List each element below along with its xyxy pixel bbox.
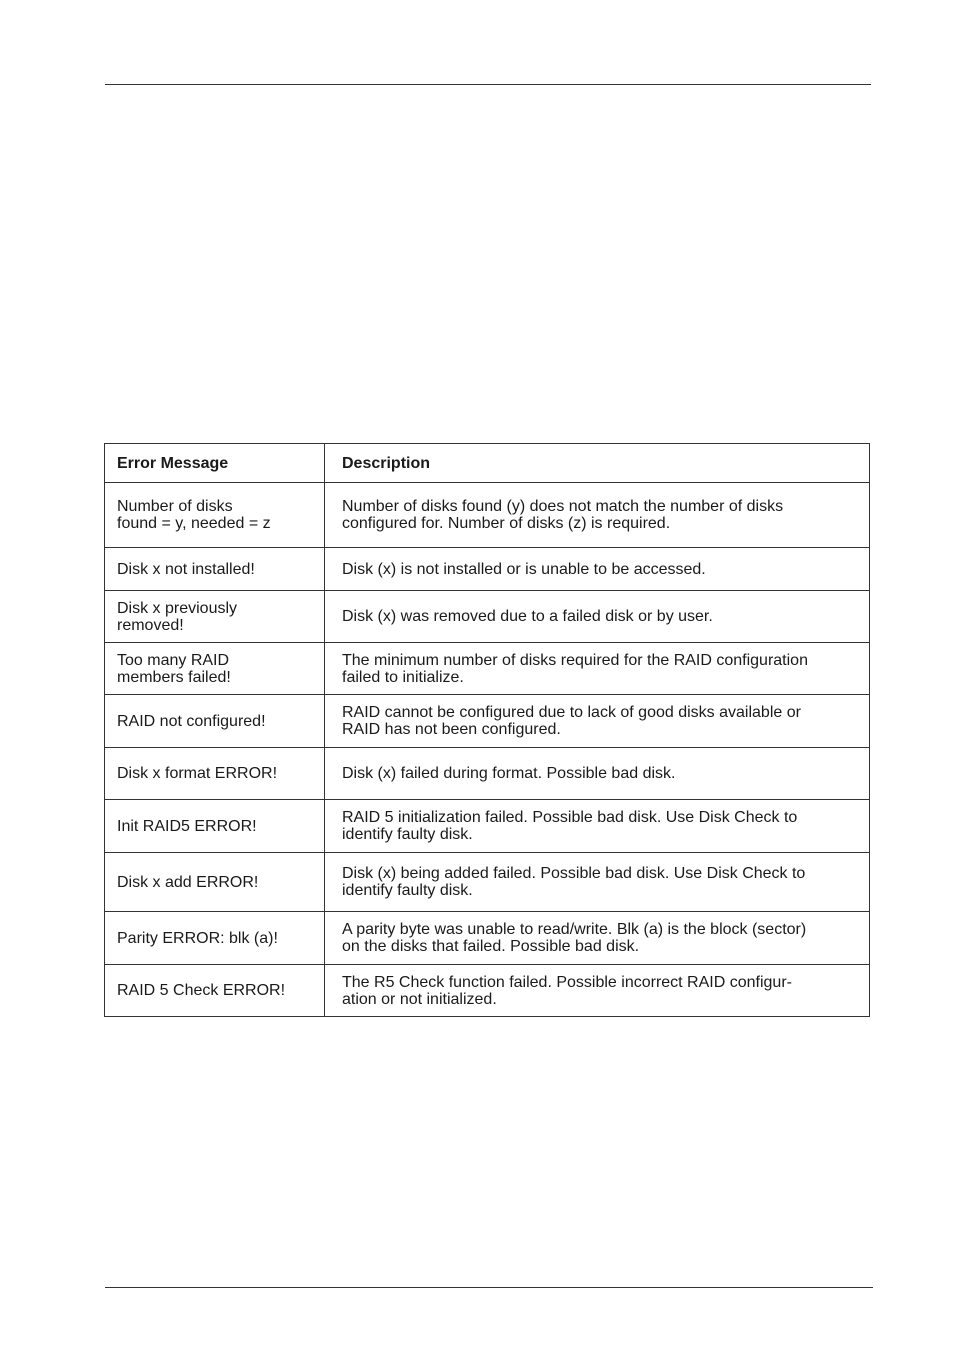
footer-rule [105,1287,873,1288]
table-row [105,800,870,853]
table-row [105,548,870,591]
description-text: Disk (x) failed during format. Possible bad disk. [342,765,676,782]
description-text: Disk (x) being added failed. Possible bad disk. Use Disk Check to [342,865,806,882]
description-text: RAID has not been configured. [342,721,561,738]
column-header-error-message: Error Message [105,444,325,483]
table-row [105,748,870,800]
description-cell [325,591,870,643]
error-message-cell [105,965,325,1017]
description-text: on the disks that failed. Possible bad disk. [342,938,640,955]
description-text: identify faulty disk. [342,826,473,843]
error-message-text: Disk x format ERROR! [117,765,278,782]
table-row [105,591,870,643]
error-message-text: Too many RAID [117,651,230,669]
error-message-cell [105,548,325,591]
description-text: Number of disks found (y) does not match the number of disks [342,498,784,515]
table-row [105,912,870,965]
error-message-text: Parity ERROR: blk (a)! [117,929,278,947]
error-message-cell [105,853,325,912]
description-text: Disk (x) is not installed or is unable to be accessed. [342,560,706,578]
description-cell [325,800,870,853]
description-text: RAID 5 initialization failed. Possible bad disk. Use Disk Check to [342,809,798,826]
error-message-text: found = y, needed = z [117,515,271,532]
header-rule [105,84,871,85]
error-message-text: members failed! [117,668,231,686]
description-cell [325,548,870,591]
error-message-cell [105,800,325,853]
error-message-text: Disk x previously [117,599,238,617]
table-row [105,853,870,912]
description-text: The minimum number of disks required for the RAID configuration [342,651,808,669]
description-text: identify faulty disk. [342,882,473,899]
description-cell [325,483,870,548]
description-cell [325,853,870,912]
error-message-text: RAID 5 Check ERROR! [117,982,286,999]
table-row [105,483,870,548]
error-message-cell [105,643,325,695]
error-message-text: Disk x add ERROR! [117,873,259,891]
table-row [105,965,870,1017]
description-text: configured for. Number of disks (z) is required. [342,515,671,532]
description-cell [325,965,870,1017]
table-body [105,483,870,1017]
description-cell [325,748,870,800]
table-row [105,695,870,748]
table-row [105,643,870,695]
error-message-text: Init RAID5 ERROR! [117,817,257,835]
description-text: RAID cannot be configured due to lack of good disks available or [342,704,801,721]
error-message-table [104,443,870,1017]
error-message-cell [105,591,325,643]
error-message-text: RAID not configured! [117,712,266,730]
column-header-description: Description [325,444,870,483]
description-text: The R5 Check function failed. Possible incorrect RAID configur- [342,973,792,991]
description-text: failed to initialize. [342,668,464,686]
description-cell [325,643,870,695]
description-text: Disk (x) was removed due to a failed disk or by user. [342,608,713,625]
error-message-text: Disk x not installed! [117,560,255,578]
description-text: ation or not initialized. [342,990,497,1008]
error-message-cell [105,695,325,748]
description-cell [325,912,870,965]
error-message-cell [105,748,325,800]
error-message-cell [105,483,325,548]
table-header-row [105,444,870,483]
description-text: A parity byte was unable to read/write. Blk (a) is the block (sector) [342,921,807,938]
description-cell [325,695,870,748]
error-message-cell [105,912,325,965]
error-message-text: Number of disks [117,498,233,515]
error-message-text: removed! [117,616,184,634]
